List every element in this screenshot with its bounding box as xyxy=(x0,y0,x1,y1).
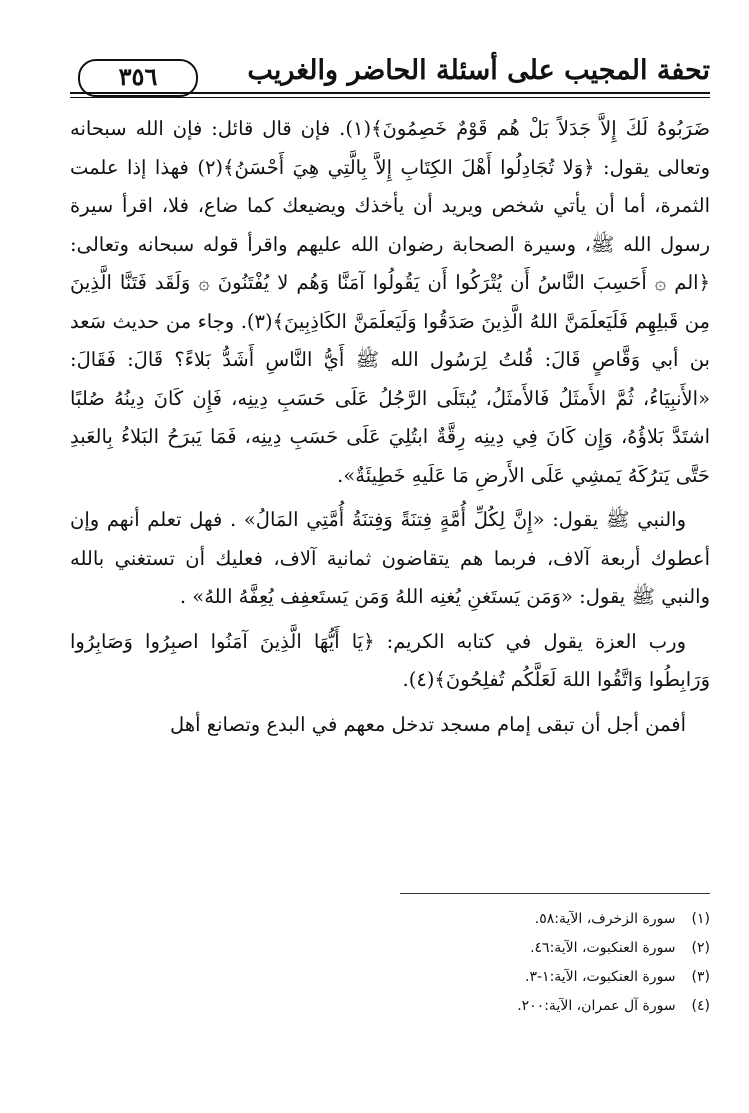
footnote-4 xyxy=(320,992,710,1021)
footnote-3 xyxy=(320,963,710,992)
footnote-text: سورة الزخرف، الآية:٥٨. xyxy=(534,911,676,927)
footnote-number: (١) xyxy=(691,911,710,927)
footnote-2 xyxy=(320,934,710,963)
footnote-text: سورة العنكبوت، الآية:١-٣. xyxy=(524,969,676,985)
header-rule xyxy=(70,92,710,94)
header-rule-thin xyxy=(70,97,710,98)
paragraph-2: والنبي ﷺ يقول: «إِنَّ لِكُلِّ أُمَّةٍ فِتنَةً وَفِتنَةُ أُمَّتِي المَالُ» . فهل تعلم أنهم وإن أعطوك أربعة آلاف، فربما هم يتقاضون ثمانية آلاف، فعليك أن تستغني بالله والنبي ﷺ يقول: «وَمَن يَستَغنِ يُغنِه اللهُ وَمَن يَستَعفِف يُعِفَّهُ اللهُ» . xyxy=(70,508,710,608)
paragraph-3: ورب العزة يقول في كتابه الكريم: ﴿يَا أَيُّهَا الَّذِينَ آمَنُوا اصبِرُوا وَصَابِرُوا وَرَابِطُوا وَاتَّقُوا اللهَ لَعَلَّكُم تُفلِحُونَ﴾(٤). xyxy=(70,629,710,691)
footnote-text: سورة العنكبوت، الآية:٤٦. xyxy=(530,940,676,956)
paragraph-1: ضَرَبُوهُ لَكَ إِلاَّ جَدَلاً بَلْ هُم قَوْمٌ خَصِمُونَ﴾(١). فإن قال قائل: فإن الله سبحانه وتعالى يقول: ﴿وَلا تُجَادِلُوا أَهْلَ الكِتَابِ إِلاَّ بِالَّتِي هِيَ أَحْسَنُ﴾(٢) فهذا إذا علمت الثمرة، أما أن يأتي شخص ويريد أن يأخذك ويضيعك كما ضاع، فلا، اقرأ سيرة رسول الله ﷺ، وسيرة الصحابة رضوان الله عليهم واقرأ قوله سبحانه وتعالى: ﴿الم ۞ أَحَسِبَ النَّاسُ أَن يُتْرَكُوا أَن يَقُولُوا آمَنَّا وَهُم لا يُفْتَنُونَ ۞ وَلَقَد فَتَنَّا الَّذِينَ مِن قَبلِهِم فَلَيَعلَمَنَّ اللهُ الَّذِينَ صَدَقُوا وَلَيَعلَمَنَّ الكَاذِبِينَ﴾(٣). وجاء من حديث سَعد بن أبي وَقَّاصٍ قَالَ: قُلتُ لِرَسُول الله ﷺ أَيُّ النَّاسِ أَشَدُّ بَلاءً؟ قَالَ: فَقَالَ: «الأَنبِيَاءُ، ثُمَّ الأَمثَلُ فَالأَمثَلُ، يُبتَلَى الرَّجُلُ عَلَى حَسَبِ دِينِه، فَإِن كَانَ دِينُهُ صُلبًا اشتَدَّ بَلاؤُهُ، وَإِن كَانَ فِي دِينِه رِقَّةٌ ابتُلِيَ عَلَى حَسَبِ دِينِه، فَمَا يَبرَحُ البَلاءُ بِالعَبدِ حَتَّى يَترُكَهُ يَمشِي عَلَى الأَرضِ مَا عَلَيهِ خَطِيئَةٌ». xyxy=(70,117,710,487)
book-title: تحفة المجيب على أسئلة الحاضر والغريب xyxy=(247,55,710,86)
page-number: ٣٥٦ xyxy=(78,59,198,97)
page-header xyxy=(70,55,710,95)
footnote-number: (٢) xyxy=(691,940,710,956)
footnote-number: (٤) xyxy=(691,998,710,1014)
footnote-1 xyxy=(320,905,710,934)
footnote-separator xyxy=(400,893,710,894)
footnote-number: (٣) xyxy=(691,969,710,985)
main-text xyxy=(70,110,710,750)
paragraph-4: أفمن أجل أن تبقى إمام مسجد تدخل معهم في البدع وتصانع أهل xyxy=(170,712,686,736)
footnote-text: سورة آل عمران، الآية:٢٠٠. xyxy=(517,998,676,1014)
footnotes xyxy=(320,905,710,1021)
